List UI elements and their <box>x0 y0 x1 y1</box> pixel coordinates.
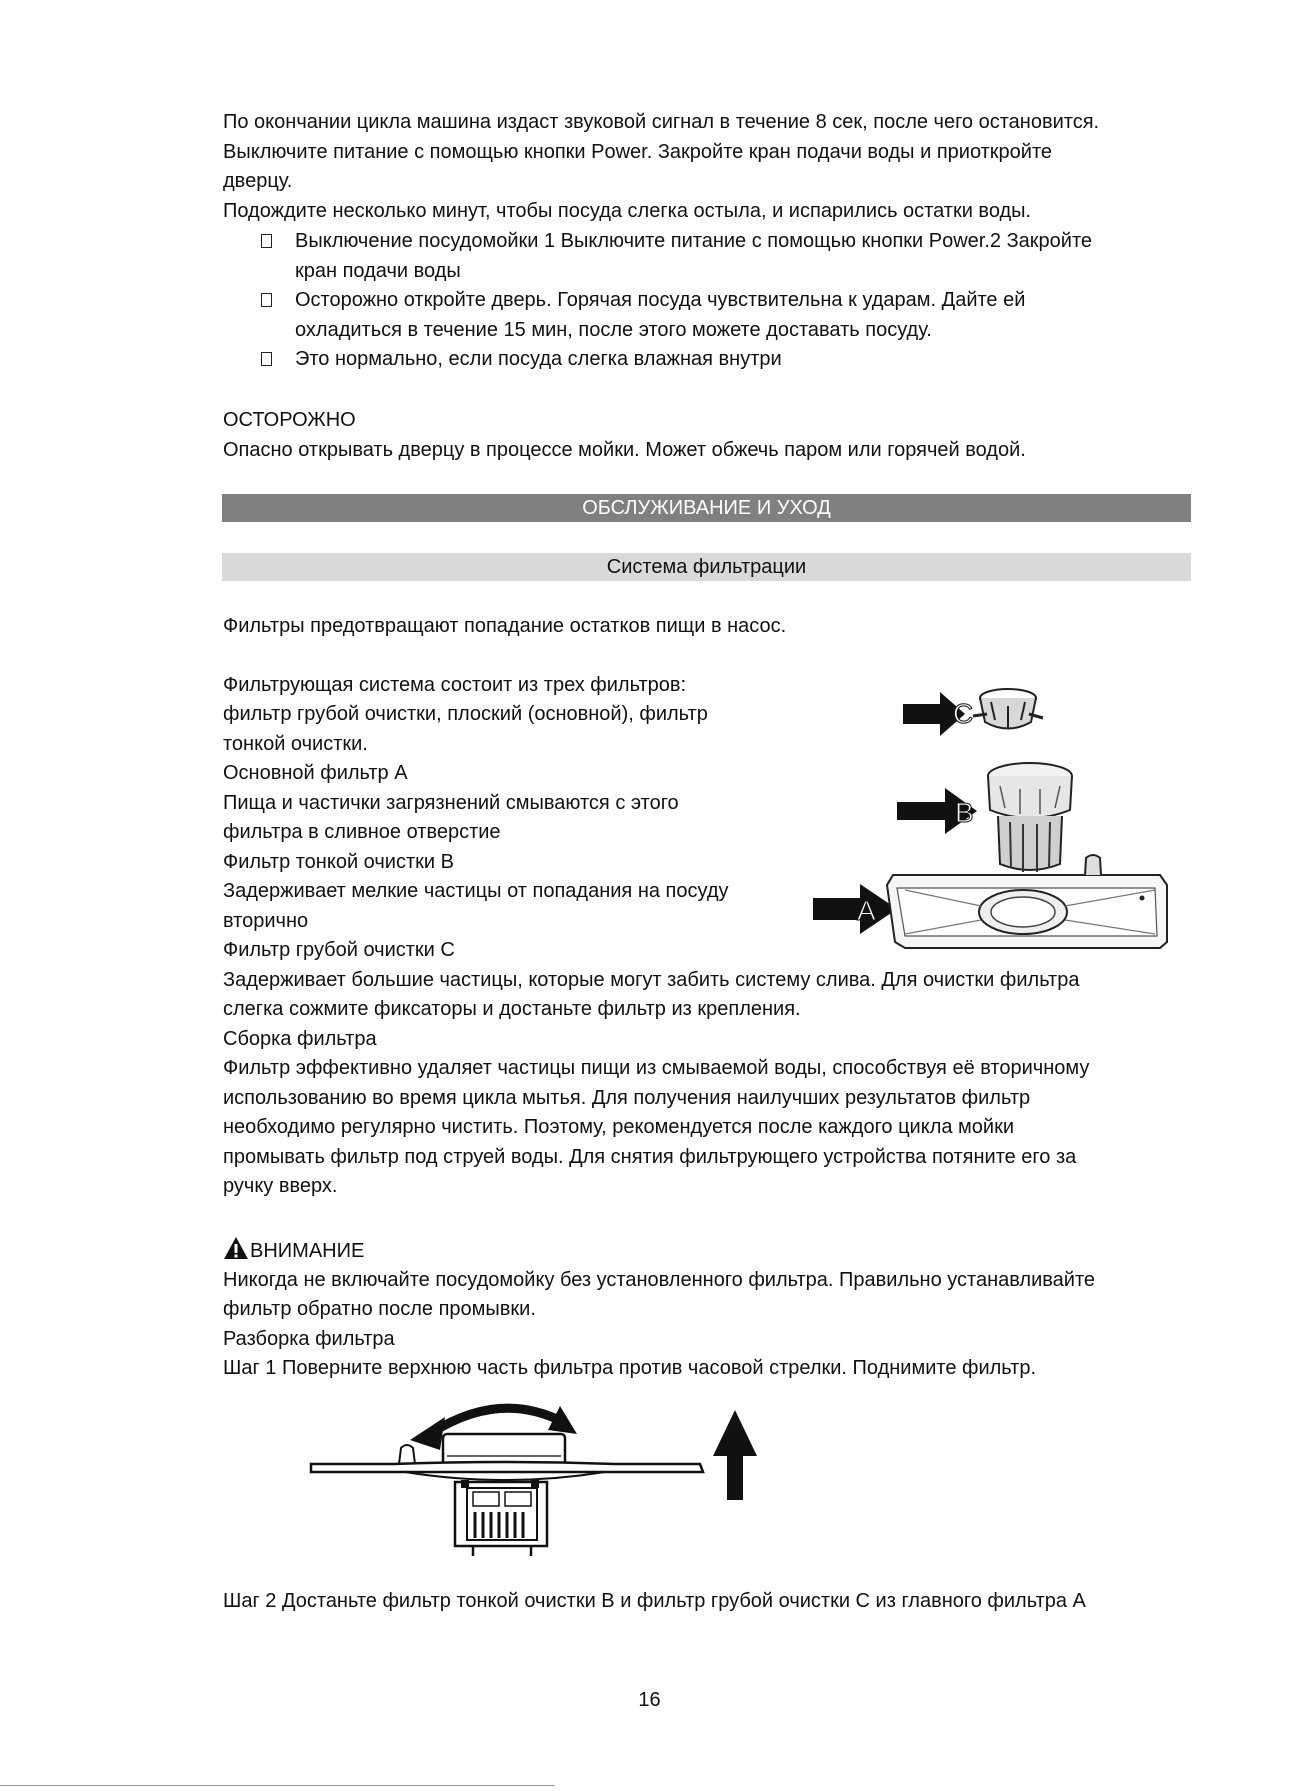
bullet-line: Выключение посудомойки 1 Выключите питание с помощью кнопки Power.2 Закройте <box>295 230 1093 252</box>
filters-more-line: Фильтр эффективно удаляет частицы пищи из смываемой воды, способствуя её вторичному <box>223 1057 1090 1079</box>
filters-desc-line: Фильтр грубой очистки C <box>223 939 455 961</box>
caution-text: Опасно открывать дверцу в процессе мойки. Может обжечь паром или горячей водой. <box>223 439 1026 461</box>
bullet-line: кран подачи воды <box>295 259 461 282</box>
warning-triangle-icon <box>223 1236 249 1260</box>
checkbox-bullet-icon <box>261 234 272 248</box>
filters-intro: Фильтры предотвращают попадание остатков пищи в насос. <box>223 615 787 637</box>
bullet-line: Осторожно откройте дверь. Горячая посуда чувствительна к ударам. Дайте ей <box>295 289 1026 311</box>
bullet-line: охладиться в течение 15 мин, после этого можете доставать посуду. <box>295 318 932 341</box>
warning-line: Шаг 1 Поверните верхнюю часть фильтра против часовой стрелки. Поднимите фильтр. <box>223 1357 1036 1379</box>
warning-line: фильтр обратно после промывки. <box>223 1298 536 1320</box>
filters-desc-line: Фильтрующая система состоит из трех фильтров: <box>223 674 687 696</box>
filters-more-line: необходимо регулярно чистить. Поэтому, рекомендуется после каждого цикла мойки <box>223 1116 1015 1138</box>
lift-up-arrow-icon <box>713 1410 757 1500</box>
filters-desc-line: фильтр грубой очистки, плоский (основной), фильтр <box>223 703 708 725</box>
label-a: A <box>857 895 876 926</box>
intro-line-2: Выключите питание с помощью кнопки Power. Закройте кран подачи воды и приоткройте <box>223 141 1053 163</box>
warning-line: Разборка фильтра <box>223 1328 395 1350</box>
checkbox-bullet-icon <box>261 352 272 366</box>
warning-heading <box>223 1236 1183 1267</box>
bullet-item <box>223 227 1203 286</box>
filters-more-line: Задерживает большие частицы, которые могут забить систему слива. Для очистки фильтра <box>223 969 1080 991</box>
filters-more-line: Сборка фильтра <box>223 1028 377 1050</box>
filters-desc-line: Пища и частички загрязнений смываются с этого <box>223 792 679 814</box>
filter-c-illustration <box>903 689 1043 736</box>
filters-more-line: ручку вверх. <box>223 1175 338 1197</box>
filters-more-line: слегка сожмите фиксаторы и достаньте фильтр из крепления. <box>223 998 801 1020</box>
rotate-arrow-icon <box>410 1417 445 1450</box>
warning-line: Никогда не включайте посудомойку без установленного фильтра. Правильно устанавливайте <box>223 1269 1096 1291</box>
step-2-text: Шаг 2 Достаньте фильтр тонкой очистки B и фильтр грубой очистки C из главного фильтра A <box>223 1590 1086 1612</box>
filters-desc-line: Задерживает мелкие частицы от попадания на посуду <box>223 880 729 902</box>
filter-system-figure <box>805 680 1175 955</box>
filters-desc-line: Основной фильтр A <box>223 762 408 784</box>
label-b: B <box>955 797 974 828</box>
intro-line-4: Подождите несколько минут, чтобы посуда слегка остыла, и испарились остатки воды. <box>223 200 1032 222</box>
bullet-line: Это нормально, если посуда слегка влажная внутри <box>295 348 782 370</box>
filters-desc-line: тонкой очистки. <box>223 733 368 755</box>
bullet-item <box>223 286 1203 345</box>
page-number: 16 <box>638 1689 661 1711</box>
filter-removal-figure <box>305 1382 765 1562</box>
warning-title: ВНИМАНИЕ <box>250 1240 365 1262</box>
section-title-bar: ОБСЛУЖИВАНИЕ И УХОД <box>222 494 1191 522</box>
filters-desc-line: фильтра в сливное отверстие <box>223 821 501 843</box>
filters-more-line: промывать фильтр под струей воды. Для снятия фильтрующего устройства потяните его за <box>223 1146 1077 1168</box>
caution-title: ОСТОРОЖНО <box>223 409 356 431</box>
bullet-list <box>223 227 1203 375</box>
filters-desc-line: вторично <box>223 910 309 932</box>
label-c: C <box>953 698 974 729</box>
filter-b-illustration <box>897 763 1072 872</box>
bullet-item <box>223 345 1203 375</box>
subsection-title-bar: Система фильтрации <box>222 553 1191 581</box>
filters-more-line: использованию во время цикла мытья. Для получения наилучших результатов фильтр <box>223 1087 1031 1109</box>
intro-line-1: По окончании цикла машина издаст звуковой сигнал в течение 8 сек, после чего остановится. <box>223 111 1100 133</box>
filter-a-illustration <box>813 855 1167 948</box>
filters-desc-line: Фильтр тонкой очистки B <box>223 851 454 873</box>
checkbox-bullet-icon <box>261 293 272 307</box>
intro-line-3: дверцу. <box>223 170 293 192</box>
footer-divider <box>0 1785 555 1786</box>
